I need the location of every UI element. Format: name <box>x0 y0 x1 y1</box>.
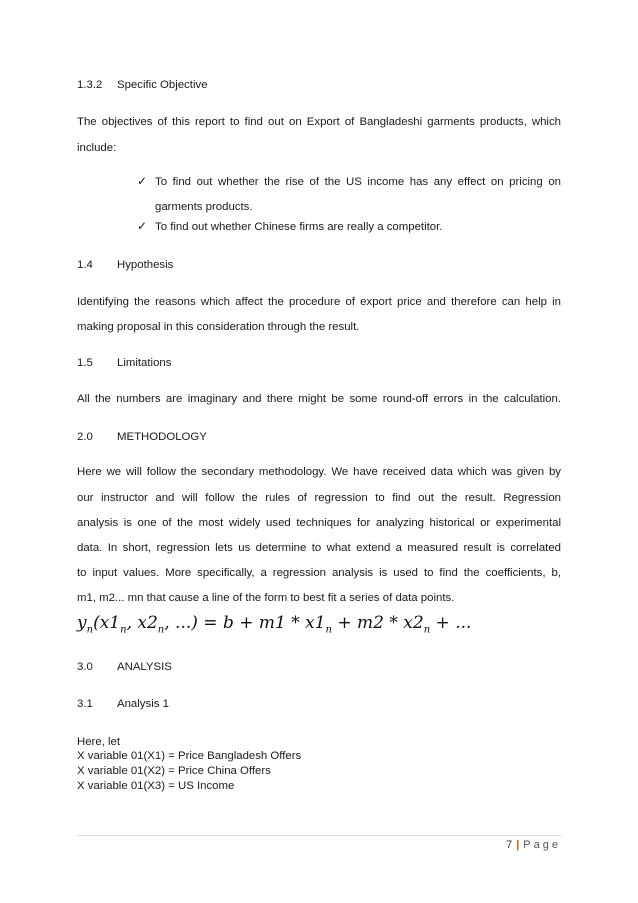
regression-formula <box>77 613 471 635</box>
objective-intro-line-1: The objectives of this report to find out on Export of Bangladeshi garments products, which <box>77 116 561 128</box>
checkmark-icon: ✓ <box>137 219 148 233</box>
formula-x1: x1 <box>99 613 121 633</box>
formula-sub-n: n <box>120 624 127 636</box>
methodology-line-5: to input values. More specifically, a regression analysis is used to find the coefficients, b, <box>77 567 561 579</box>
formula-x1-term: x1 <box>305 613 326 633</box>
section-number-1-3-2: 1.3.2 <box>77 79 103 91</box>
formula-open-paren: ( <box>93 613 100 633</box>
formula-sub-n: n <box>325 624 332 636</box>
footer-separator: | <box>516 839 520 851</box>
footer-divider <box>77 835 561 836</box>
formula-y: y <box>77 613 87 633</box>
section-title-limitations: Limitations <box>117 357 172 369</box>
page-label: Page <box>523 839 561 851</box>
hypothesis-line-2: making proposal in this consideration through the result. <box>77 321 360 333</box>
section-number-1-4: 1.4 <box>77 259 93 271</box>
formula-equals-part: , ...) = b + m1 * <box>164 613 306 633</box>
objective-intro-line-2: include: <box>77 142 117 154</box>
formula-comma: , <box>126 613 138 633</box>
formula-tail: + ... <box>430 613 472 633</box>
section-title-analysis: ANALYSIS <box>117 661 172 673</box>
bullet-2: To find out whether Chinese firms are really a competitor. <box>155 221 443 233</box>
methodology-line-2: our instructor and will follow the rules of regression to find out the result. Regression <box>77 492 561 504</box>
analysis-variable-3: X variable 01(X3) = US Income <box>77 780 235 792</box>
section-title-analysis-1: Analysis 1 <box>117 698 169 710</box>
formula-sub-n: n <box>423 624 431 636</box>
formula-sub-n: n <box>157 624 165 636</box>
hypothesis-line-1: Identifying the reasons which affect the procedure of export price and therefore can help in <box>77 296 561 308</box>
checkmark-icon: ✓ <box>137 174 148 188</box>
formula-x2-term: x2 <box>403 613 424 633</box>
bullet-1-line-1: To find out whether the rise of the US income has any effect on pricing on <box>155 176 561 188</box>
section-number-1-5: 1.5 <box>77 357 93 369</box>
section-title-specific-objective: Specific Objective <box>117 79 208 91</box>
limitations-text: All the numbers are imaginary and there might be some round-off errors in the calculation. <box>77 393 561 405</box>
analysis-variable-1: X variable 01(X1) = Price Bangladesh Offers <box>77 750 302 762</box>
page-number: 7 <box>506 839 513 851</box>
bullet-1-line-2: garments products. <box>155 201 253 213</box>
section-title-methodology: METHODOLOGY <box>117 431 207 443</box>
section-number-2-0: 2.0 <box>77 431 93 443</box>
formula-plus-part: + m2 * <box>331 613 404 633</box>
formula-sub-n: n <box>86 624 94 636</box>
section-number-3-0: 3.0 <box>77 661 93 673</box>
section-number-3-1: 3.1 <box>77 698 93 710</box>
methodology-line-3: analysis is one of the most widely used techniques for analyzing historical or experimental <box>77 517 561 529</box>
analysis-variable-2: X variable 01(X2) = Price China Offers <box>77 765 271 777</box>
methodology-line-4: data. In short, regression lets us determine to what extend a measured result is correlated <box>77 542 561 554</box>
page-footer <box>506 839 561 851</box>
formula-x2: x2 <box>137 613 158 633</box>
analysis-intro: Here, let <box>77 736 121 748</box>
methodology-line-1: Here we will follow the secondary methodology. We have received data which was given by <box>77 466 561 478</box>
methodology-line-6: m1, m2... mn that cause a line of the form to best fit a series of data points. <box>77 592 455 604</box>
section-title-hypothesis: Hypothesis <box>117 259 174 271</box>
